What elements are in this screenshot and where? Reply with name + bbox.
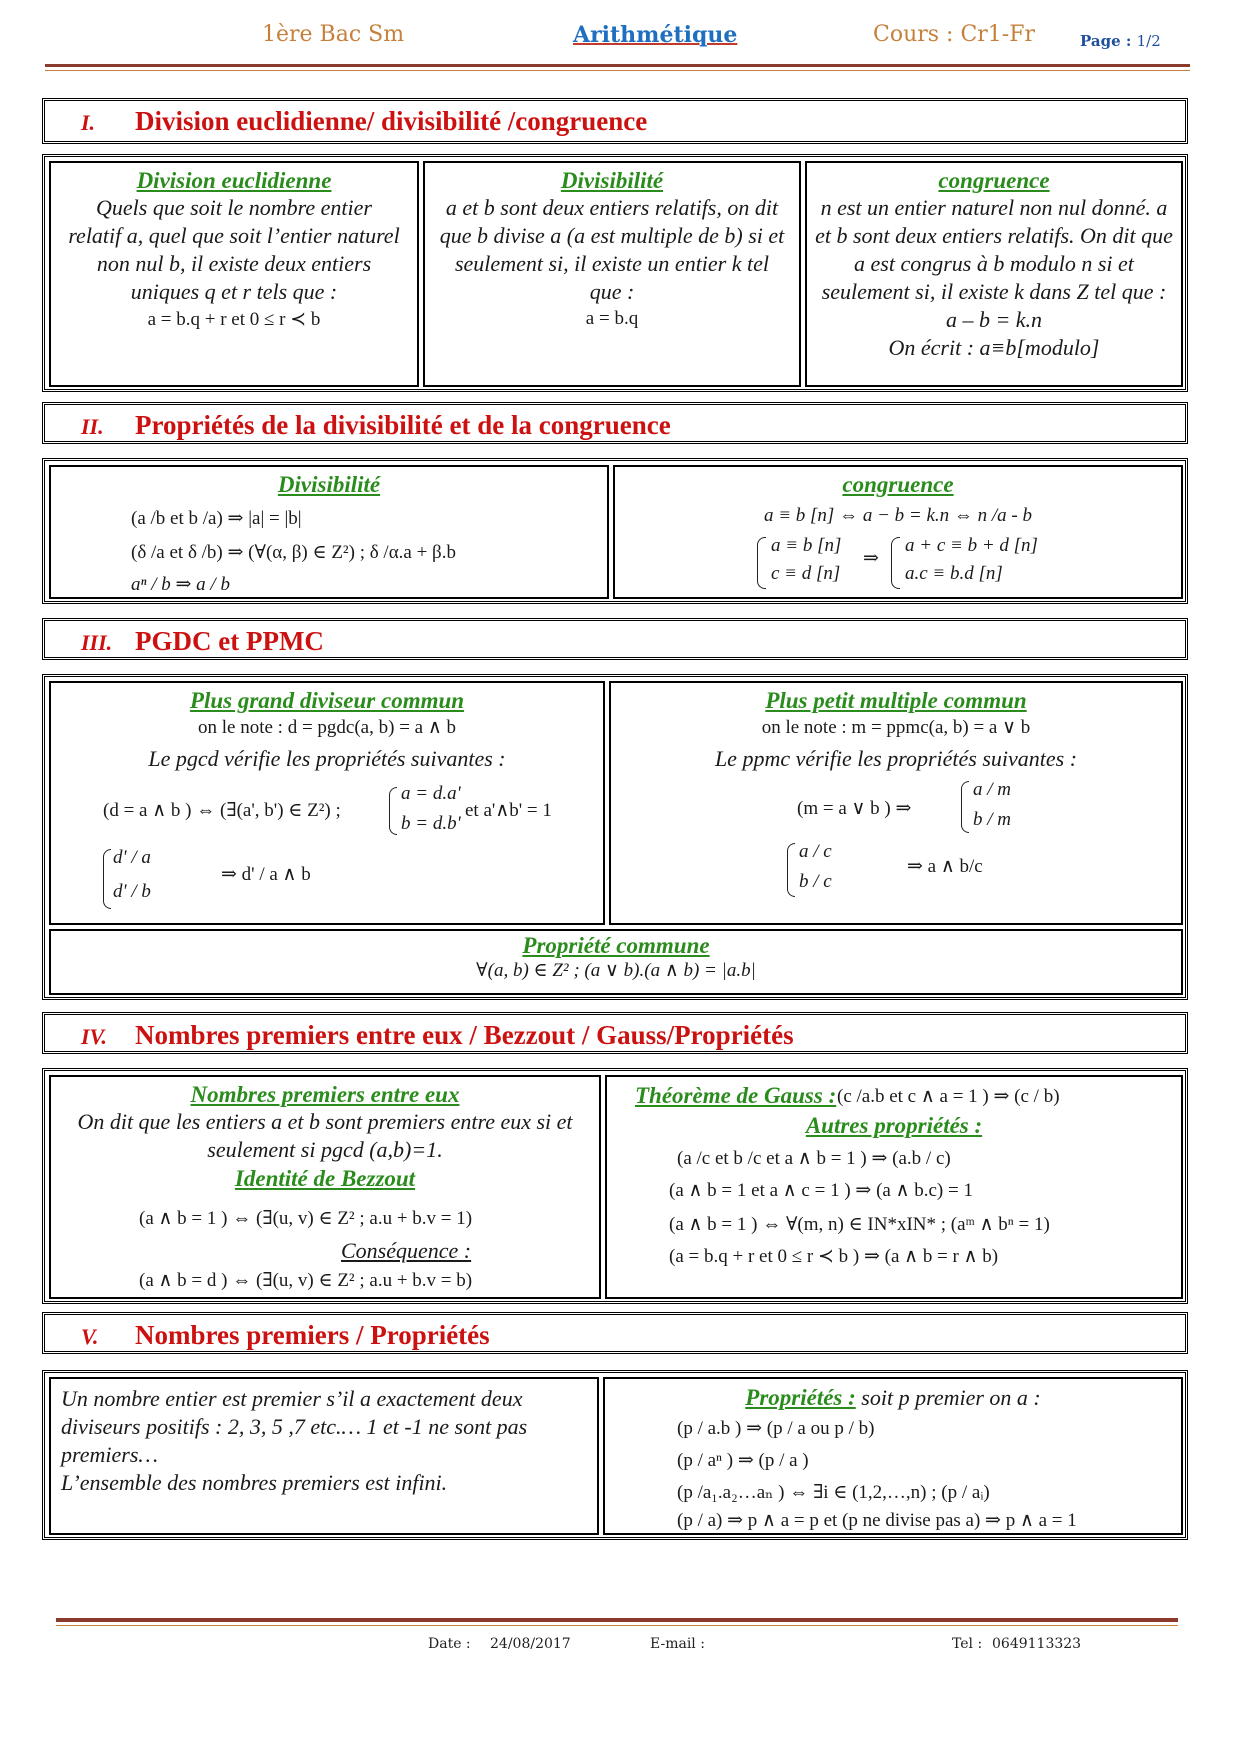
other-properties-heading: Autres propriétés :	[805, 1113, 983, 1138]
pgcd-formula-1b: b = d.b'	[401, 813, 461, 834]
left-brace	[757, 537, 766, 589]
prime-property-3: (p /a₁.a₂…aₙ ) ⇔ ∃i ∈ (1,2,…,n) ; (p / aᵢ)	[677, 1482, 990, 1503]
premiers-entre-eux-text: On dit que les entiers a et b sont premiers entre eux si et seulement si pgcd (a,b)=1.	[77, 1109, 573, 1162]
other-property-2: (a ∧ b = 1 et a ∧ c = 1 ) ⇒ (a ∧ b.c) = 1	[669, 1180, 973, 1201]
page-number-value: 1/2	[1136, 32, 1161, 50]
section-2-number: II.	[81, 414, 104, 439]
implies-symbol: ⇒	[863, 548, 879, 569]
ppmc-formula-2a: a / c	[799, 841, 832, 862]
pgcd-formula-2c: ⇒ d' / a ∧ b	[221, 864, 311, 885]
congruence-formula-2b: c ≡ d [n]	[771, 563, 841, 584]
section-5-number: V.	[81, 1324, 99, 1349]
footer-tel-value: 0649113323	[992, 1636, 1082, 1652]
pgcd-formula-2b: d' / b	[113, 881, 151, 902]
premiers-entre-eux-heading: Nombres premiers entre eux	[190, 1082, 460, 1107]
divisibilite-formula-2: (δ /a et δ /b) ⇒ (∀(α, β) ∈ Z²) ; δ /α.a + β.b	[131, 542, 456, 563]
prime-property-1: (p / a.b ) ⇒ (p / a ou p / b)	[677, 1418, 875, 1439]
congruence-formula-2d: a.c ≡ b.d [n]	[905, 563, 1003, 584]
header-divider-thin	[45, 70, 1190, 71]
prime-definition-cell	[49, 1377, 599, 1535]
ppmc-formula-2b: b / c	[799, 871, 832, 892]
gauss-heading: Théorème de Gauss :	[635, 1083, 837, 1108]
division-euclidienne-heading: Division euclidienne	[136, 168, 332, 193]
congruence-formula-1: a ≡ b [n] ⇔ a − b = k.n ⇔ n /a - b	[763, 505, 1033, 526]
prime-definition-text: Un nombre entier est premier s’il a exactement deux diviseurs positifs : 2, 3, 5 ,7 etc.… 1 et -1 ne sont pas premiers…	[61, 1386, 528, 1467]
pgcd-brace-2	[103, 849, 111, 909]
division-euclidienne-formula: a = b.q + r et 0 ≤ r ≺ b	[147, 309, 321, 330]
footer-divider-thin	[56, 1625, 1178, 1626]
section-3-number: III.	[81, 630, 113, 655]
section-4-header	[42, 1012, 1188, 1054]
prime-property-4: (p / a) ⇒ p ∧ a = p et (p ne divise pas a) ⇒ p ∧ a = 1	[677, 1510, 1077, 1531]
pgcd-heading: Plus grand diviseur commun	[189, 688, 465, 713]
section-5-header	[42, 1312, 1188, 1354]
divisibilite-formula-1: (a /b et b /a) ⇒ |a| = |b|	[131, 508, 302, 529]
section-4-title: Nombres premiers entre eux / Bezzout / Gauss/Propriétés	[135, 1020, 794, 1050]
bezzout-heading: Identité de Bezzout	[234, 1166, 416, 1191]
pgcd-brace-1	[389, 787, 397, 835]
section-4-content	[42, 1068, 1188, 1304]
ppmc-properties-intro: Le ppmc vérifie les propriétés suivantes :	[714, 746, 1078, 771]
congruence-formula-2a: a ≡ b [n]	[771, 535, 842, 556]
pgcd-cell	[49, 681, 605, 925]
right-brace	[891, 537, 900, 589]
common-property-cell	[49, 929, 1183, 995]
consequence-formula: (a ∧ b = d ) ⇔ (∃(u, v) ∈ Z² ; a.u + b.v = b)	[139, 1270, 473, 1291]
consequence-heading: Conséquence :	[341, 1238, 472, 1263]
section-2-header	[42, 402, 1188, 444]
other-property-1: (a /c et b /c et a ∧ b = 1 ) ⇒ (a.b / c)	[677, 1148, 951, 1169]
divisibilite-props-heading: Divisibilité	[277, 472, 381, 497]
section-1-header	[42, 98, 1188, 144]
pgcd-formula-1a: a = d.a'	[401, 783, 461, 804]
header-divider	[45, 64, 1190, 67]
page-title: Arithmétique	[573, 22, 738, 48]
gauss-cell	[605, 1075, 1183, 1299]
ppmc-notation: on le note : m = ppmc(a, b) = a ∨ b	[761, 717, 1031, 738]
section-3-content	[42, 674, 1188, 1000]
prime-properties-cell	[603, 1377, 1183, 1535]
pgcd-formula-2a: d' / a	[113, 847, 151, 868]
ppmc-brace-1	[961, 781, 969, 833]
common-property-formula: ∀(a, b) ∈ Z² ; (a ∨ b).(a ∧ b) = |a.b|	[476, 960, 756, 981]
divisibilite-cell	[423, 161, 801, 387]
divisibilite-text: a et b sont deux entiers relatifs, on dit que b divise a (a est multiple de b) si et seulement si, il existe un entier k tel que :	[439, 195, 785, 304]
prime-property-2: (p / aⁿ ) ⇒ (p / a )	[677, 1450, 809, 1471]
section-1-content	[42, 154, 1188, 392]
divisibilite-formula: a = b.q	[585, 308, 639, 329]
level-label: 1ère Bac Sm	[262, 22, 405, 47]
pgcd-formula-1: (d = a ∧ b ) ⇔ (∃(a', b') ∈ Z²) ;	[103, 800, 341, 821]
ppmc-brace-2	[787, 843, 795, 897]
bezzout-formula: (a ∧ b = 1 ) ⇔ (∃(u, v) ∈ Z² ; a.u + b.v = 1)	[139, 1208, 473, 1229]
congruence-text: n est un entier naturel non nul donné. a et b sont deux entiers relatifs. On dit que a est congrus à b modulo n si et seulement si, il existe k dans Z tel que : a – b = k.n	[815, 195, 1173, 332]
division-euclidienne-text: Quels que soit le nombre entier relatif a, quel que soit l’entier naturel non nul b, il existe deux entiers uniques q et r tels que :	[68, 195, 400, 304]
section-1-title: Division euclidienne/ divisibilité /congruence	[135, 106, 648, 136]
ppmc-formula-2c: ⇒ a ∧ b/c	[907, 856, 983, 877]
divisibilite-heading: Divisibilité	[560, 168, 664, 193]
gauss-formula: (c /a.b et c ∧ a = 1 ) ⇒ (c / b)	[837, 1086, 1060, 1107]
section-1-number: I.	[81, 110, 96, 135]
congruence-heading: congruence	[938, 168, 1050, 193]
section-3-header	[42, 618, 1188, 660]
ppmc-formula-1: (m = a ∨ b ) ⇒	[797, 798, 912, 819]
section-5-content	[42, 1370, 1188, 1540]
congruence-cell	[805, 161, 1183, 387]
premiers-entre-eux-cell	[49, 1075, 601, 1299]
section-3-title: PGDC et PPMC	[135, 626, 324, 656]
ppmc-heading: Plus petit multiple commun	[765, 688, 1027, 713]
section-2-content	[42, 458, 1188, 604]
primes-infinite-text: L’ensemble des nombres premiers est infini.	[61, 1470, 448, 1495]
section-5-title: Nombres premiers / Propriétés	[135, 1320, 490, 1350]
footer-divider	[56, 1618, 1178, 1622]
ppmc-formula-1a: a / m	[973, 779, 1011, 800]
page-number	[1080, 32, 1161, 50]
divisibilite-props-cell	[49, 465, 609, 599]
congruence-props-heading: congruence	[842, 472, 954, 497]
pgcd-notation: on le note : d = pgdc(a, b) = a ∧ b	[198, 717, 456, 738]
divisibilite-formula-3: aⁿ / b ⇒ a / b	[131, 574, 230, 595]
division-euclidienne-cell	[49, 161, 419, 387]
pgcd-properties-intro: Le pgcd vérifie les propriétés suivantes :	[148, 746, 506, 771]
common-property-heading: Propriété commune	[522, 933, 710, 958]
ppmc-cell	[609, 681, 1183, 925]
footer-date-value: 24/08/2017	[490, 1636, 571, 1652]
other-property-4: (a = b.q + r et 0 ≤ r ≺ b ) ⇒ (a ∧ b = r ∧ b)	[669, 1246, 999, 1267]
congruence-props-cell	[613, 465, 1183, 599]
ppmc-formula-1b: b / m	[973, 809, 1011, 830]
congruence-notation: On écrit : a≡b[modulo]	[888, 335, 1100, 360]
course-label: Cours : Cr1-Fr	[873, 22, 1036, 47]
prime-properties-heading: Propriétés :	[745, 1385, 856, 1410]
other-property-3: (a ∧ b = 1 ) ⇔ ∀(m, n) ∈ IN*xIN* ; (aᵐ ∧ bⁿ = 1)	[669, 1214, 1050, 1235]
section-2-title: Propriétés de la divisibilité et de la congruence	[135, 410, 671, 440]
prime-properties-intro: soit p premier on a :	[855, 1385, 1041, 1410]
congruence-formula-2c: a + c ≡ b + d [n]	[905, 535, 1038, 556]
page-number-label: Page :	[1080, 32, 1132, 50]
footer-date-label: Date :	[428, 1636, 471, 1652]
pgcd-formula-1c: et a'∧b' = 1	[465, 800, 552, 821]
footer-email-label: E-mail :	[650, 1636, 705, 1652]
section-4-number: IV.	[81, 1024, 107, 1049]
footer-tel-label: Tel :	[952, 1636, 983, 1652]
